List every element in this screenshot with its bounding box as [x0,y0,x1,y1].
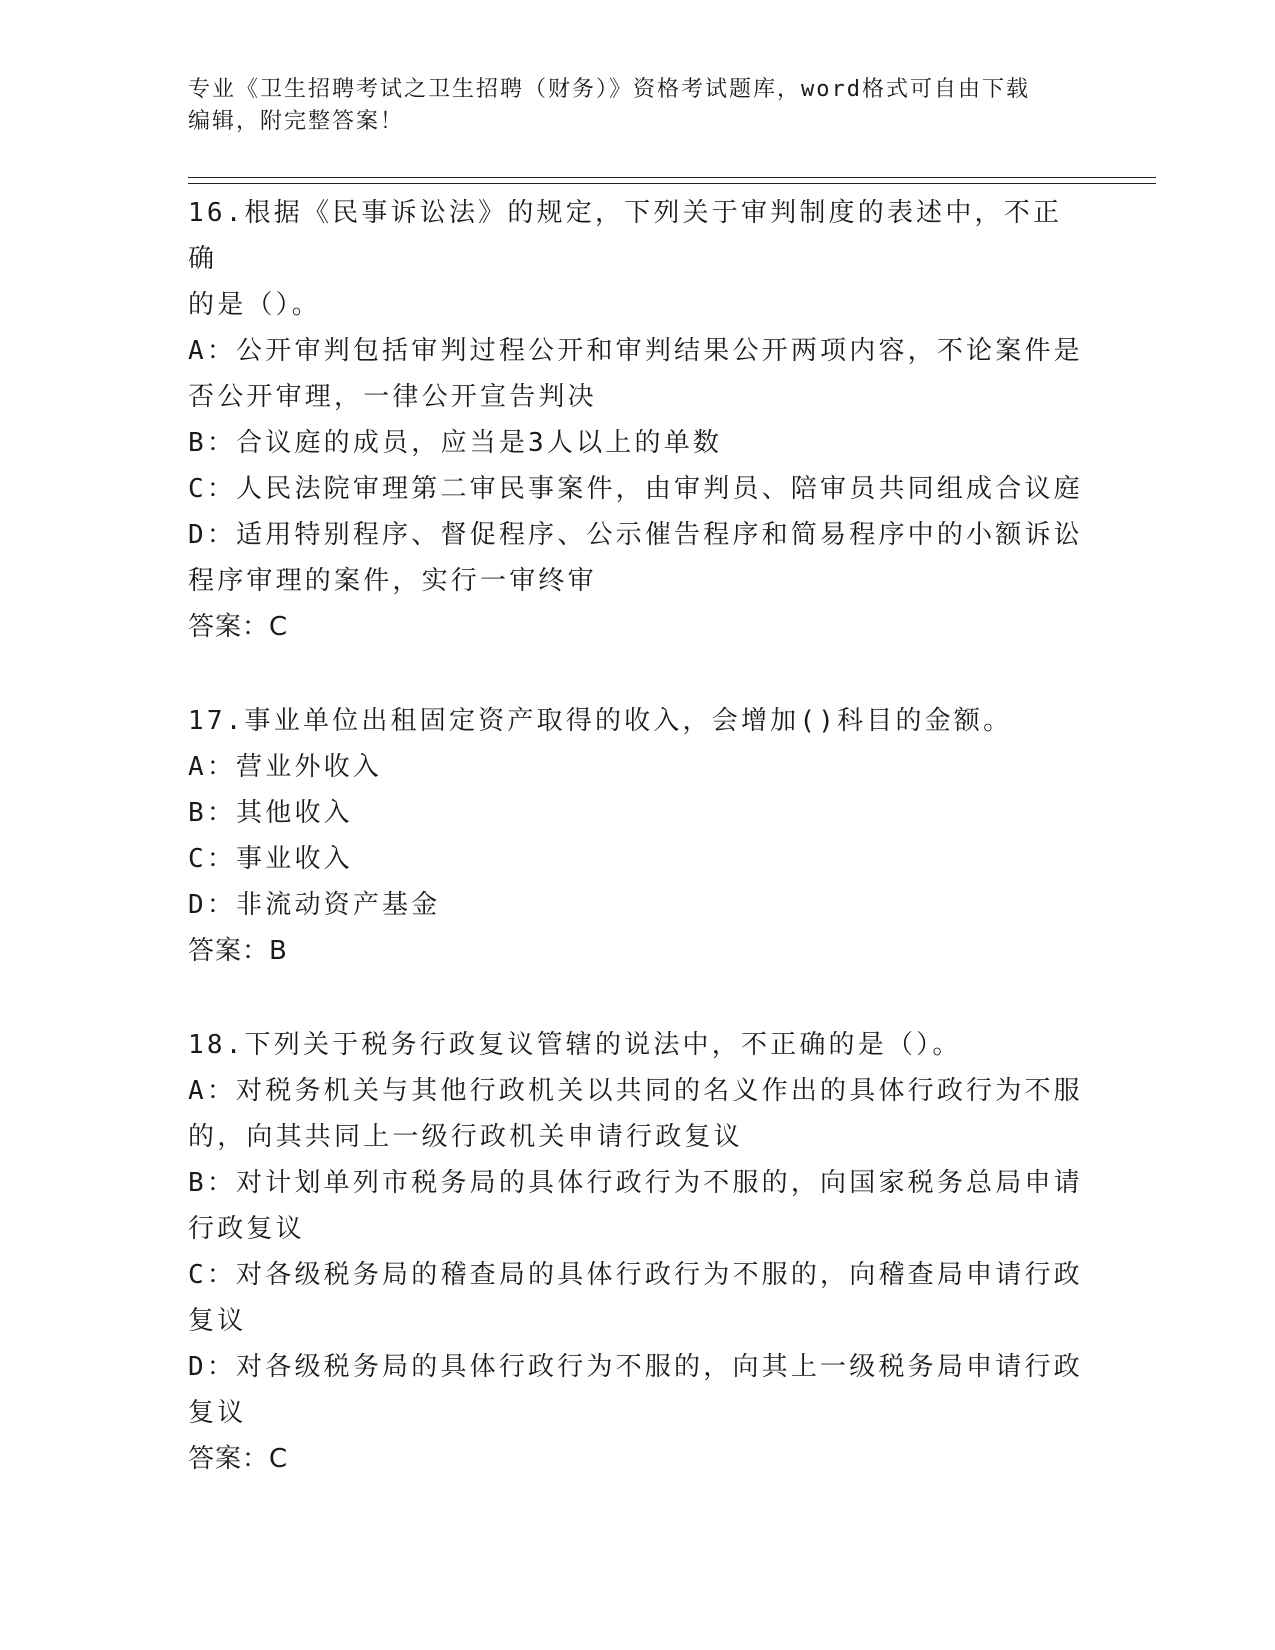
option-b: B：合议庭的成员，应当是3人以上的单数 [188,428,723,458]
option-c: C：事业收入 [188,844,353,874]
question-18 [188,1022,1088,1482]
question-stem: 的是（）。 [188,290,322,320]
document-header [188,74,1068,138]
answer: 答案：C [188,612,289,642]
question-stem: 17.事业单位出租固定资产取得的收入，会增加()科目的金额。 [188,706,1013,736]
option-d: D：适用特别程序、督促程序、公示催告程序和简易程序中的小额诉讼 [188,520,1083,550]
option-c: C：人民法院审理第二审民事案件，由审判员、陪审员共同组成合议庭 [188,474,1083,504]
option-d: D：非流动资产基金 [188,890,441,920]
header-line: 专业《卫生招聘考试之卫生招聘（财务）》资格考试题库，word格式可自由下载 [188,77,1030,102]
option-a: A：公开审判包括审判过程公开和审判结果公开两项内容，不论案件是 [188,336,1083,366]
option-a: 的，向其共同上一级行政机关申请行政复议 [188,1122,743,1152]
option-a: A：营业外收入 [188,752,383,782]
question-stem: 18.下列关于税务行政复议管辖的说法中，不正确的是（）。 [188,1030,962,1060]
option-a: A：对税务机关与其他行政机关以共同的名义作出的具体行政行为不服 [188,1076,1083,1106]
answer: 答案：C [188,1444,289,1474]
question-stem: 16.根据《民事诉讼法》的规定，下列关于审判制度的表述中，不正确 [188,198,1063,274]
option-d: 程序审理的案件，实行一审终审 [188,566,597,596]
option-c: 复议 [188,1306,247,1336]
option-b: B：对计划单列市税务局的具体行政行为不服的，向国家税务总局申请 [188,1168,1083,1198]
answer: 答案：B [188,936,288,966]
question-16 [188,190,1088,650]
option-b: 行政复议 [188,1214,305,1244]
option-d: 复议 [188,1398,247,1428]
question-17 [188,698,1088,974]
header-divider-bottom [188,183,1156,184]
header-divider-top [188,177,1156,178]
option-a: 否公开审理，一律公开宣告判决 [188,382,597,412]
option-c: C：对各级税务局的稽查局的具体行政行为不服的，向稽查局申请行政 [188,1260,1083,1290]
header-line: 编辑，附完整答案！ [188,109,405,134]
option-d: D：对各级税务局的具体行政行为不服的，向其上一级税务局申请行政 [188,1352,1083,1382]
option-b: B：其他收入 [188,798,353,828]
question-list [188,190,1088,1530]
